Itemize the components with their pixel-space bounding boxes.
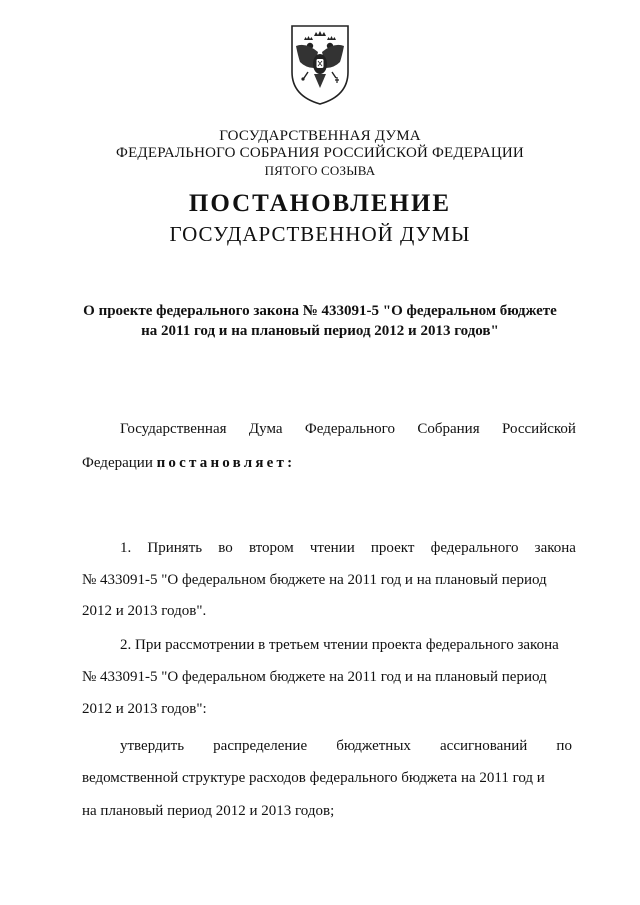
paragraph-line [120,540,576,557]
paragraph-word: Принять [147,540,203,556]
coat-of-arms-emblem-icon [288,22,352,106]
paragraph-line [120,738,572,755]
paragraph-word: федерального [430,540,519,556]
preamble-word: Российской [502,421,576,437]
preamble-word: Собрания [417,421,480,437]
paragraph-line: 2. При рассмотрении в третьем чтении проекта федерального закона [120,637,559,653]
convocation-line: ПЯТОГО СОЗЫВА [264,163,376,178]
org-name-line: ГОСУДАРСТВЕННАЯ ДУМА [219,128,421,144]
resolves-word: постановляет: [156,455,296,471]
paragraph-word: во [218,540,233,556]
preamble-line [120,421,576,438]
paragraph-word: 1. [120,540,132,556]
paragraph-word: чтении [309,540,355,556]
paragraph-word: ассигнований [440,738,528,754]
paragraph-word: закона [534,540,576,556]
subject-line: на 2011 год и на плановый период 2012 и 2013 годов" [141,323,499,339]
org-name-line: ФЕДЕРАЛЬНОГО СОБРАНИЯ РОССИЙСКОЙ ФЕДЕРАЦИИ [116,145,524,161]
document-issuer: ГОСУДАРСТВЕННОЙ ДУМЫ [169,222,471,246]
paragraph-line: ведомственной структуре расходов федерального бюджета на 2011 год и [82,770,545,786]
paragraph-word: втором [248,540,294,556]
paragraph-line: 2012 и 2013 годов": [82,701,207,717]
paragraph-word: бюджетных [336,738,411,754]
paragraph-line: 2012 и 2013 годов". [82,603,207,619]
preamble-word: Федерального [304,421,395,437]
preamble-text: Федерации [82,455,157,471]
paragraph-line: № 433091-5 "О федеральном бюджете на 2011 год и на плановый период [82,669,547,685]
paragraph-line: № 433091-5 "О федеральном бюджете на 2011 год и на плановый период [82,572,547,588]
paragraph-word: проект [370,540,415,556]
preamble-word: Дума [248,421,283,437]
paragraph-line: на плановый период 2012 и 2013 годов; [82,803,335,819]
preamble-word: Государственная [120,421,227,437]
paragraph-word: утвердить [120,738,185,754]
paragraph-word: по [556,738,572,754]
subject-line: О проекте федерального закона № 433091-5 "О федеральном бюджете [83,303,557,319]
document-type-title: ПОСТАНОВЛЕНИЕ [188,190,452,217]
paragraph-word: распределение [213,738,308,754]
preamble-line [82,455,295,472]
